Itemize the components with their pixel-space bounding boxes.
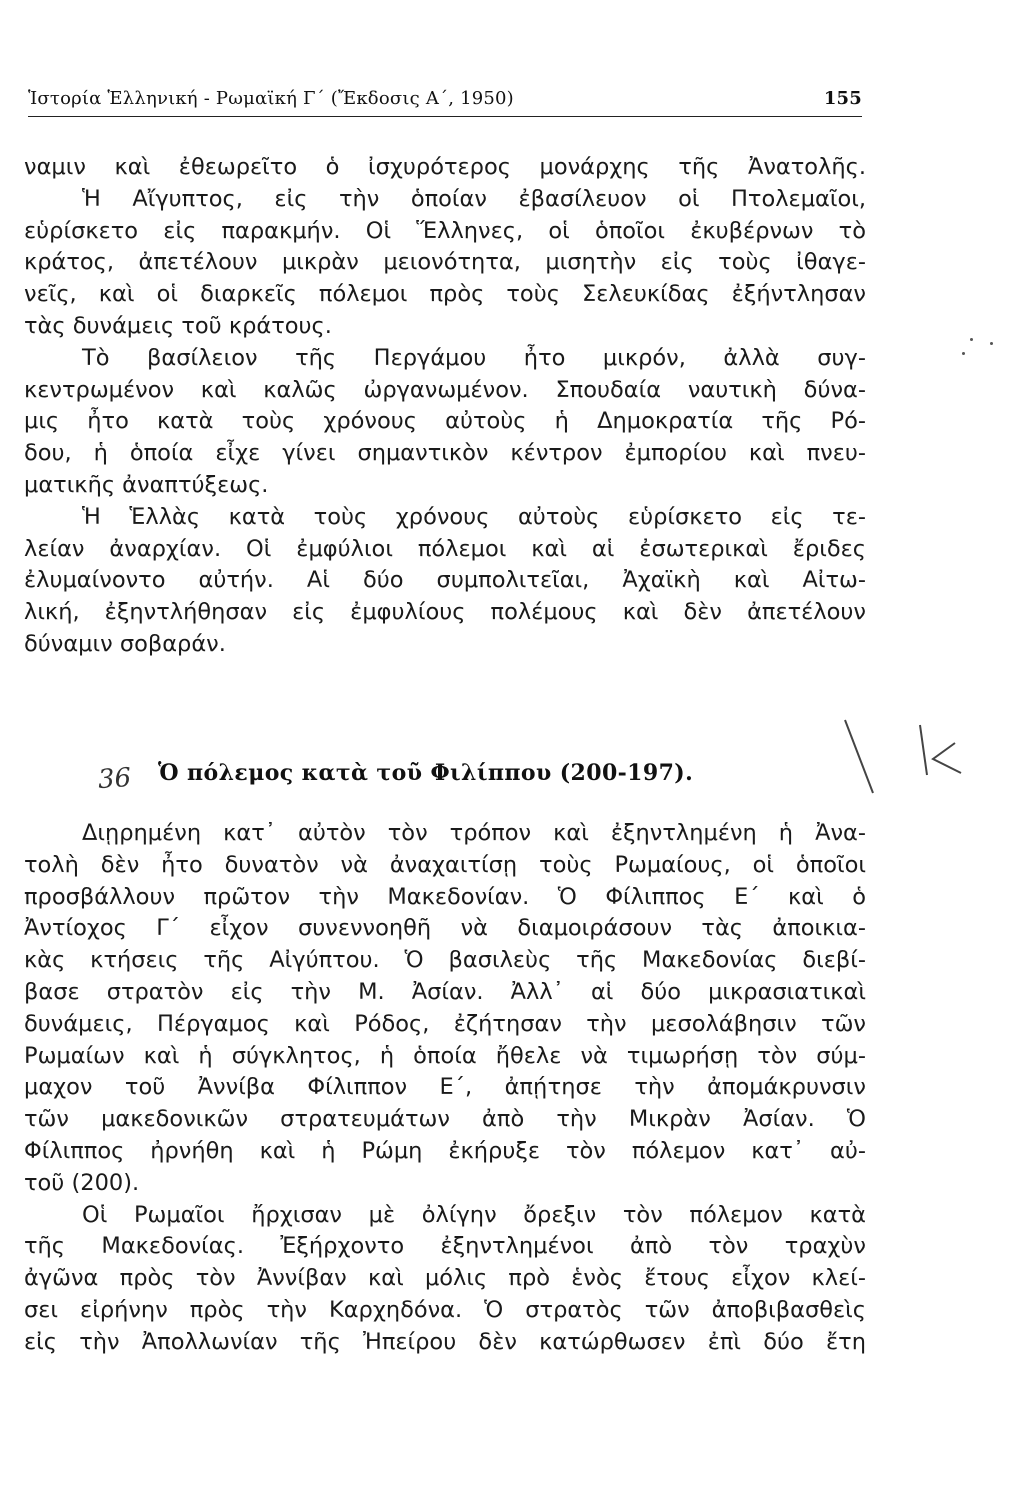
text-line: λείαν ἀναρχίαν. Οἱ ἐμφύλιοι πόλεμοι καὶ αἱ ἐσωτερικαὶ ἔριδες xyxy=(24,535,866,562)
text-line: Ἡ Αἴγυπτος, εἰς τὴν ὁποίαν ἐβασίλευον οἱ Πτολεμαῖοι, xyxy=(82,185,866,212)
text-line: νεῖς, καὶ οἱ διαρκεῖς πόλεμοι πρὸς τοὺς Σελευκίδας ἐξήντλησαν xyxy=(24,281,866,308)
section-title: Ὁ πόλεμος κατὰ τοῦ Φιλίππου (200-197). xyxy=(158,760,694,786)
text-line: δου, ἡ ὁποία εἶχε γίνει σημαντικὸν κέντρον ἐμπορίου καὶ πνευ- xyxy=(24,440,866,467)
text-line: Οἱ Ρωμαῖοι ἤρχισαν μὲ ὀλίγην ὄρεξιν τὸν πόλεμον κατὰ xyxy=(82,1201,866,1228)
page-number: 155 xyxy=(823,88,862,109)
text-line: κὰς κτήσεις τῆς Αἰγύπτου. Ὁ βασιλεὺς τῆς Μακεδονίας διεβί- xyxy=(24,947,866,974)
text-line: βασε στρατὸν εἰς τὴν Μ. Ἀσίαν. Ἀλλ᾽ αἱ δύο μικρασιατικαὶ xyxy=(24,978,866,1005)
text-line: προσβάλλουν πρῶτον τὴν Μακεδονίαν. Ὁ Φίλιππος Ε΄ καὶ ὁ xyxy=(24,883,866,910)
text-line: τοῦ (200). xyxy=(24,1169,140,1196)
text-line: τῆς Μακεδονίας. Ἐξήρχοντο ἐξηντλημένοι ἀπὸ τὸν τραχὺν xyxy=(24,1233,866,1260)
text-line: εἰς τὴν Ἀπολλωνίαν τῆς Ἠπείρου δὲν κατώρθωσεν ἐπὶ δύο ἔτη xyxy=(24,1328,866,1355)
text-line: μις ἦτο κατὰ τοὺς χρόνους αὐτοὺς ἡ Δημοκρατία τῆς Ρό- xyxy=(24,408,866,435)
section-heading xyxy=(96,760,693,786)
scan-speck xyxy=(970,338,973,341)
text-line: δυνάμεις, Πέργαμος καὶ Ρόδος, ἐζήτησαν τὴν μεσολάβησιν τῶν xyxy=(24,1010,866,1037)
text-line: κράτος, ἀπετέλουν μικρὰν μειονότητα, μισητὴν εἰς τοὺς ἰθαγε- xyxy=(24,249,866,276)
body-text-bottom xyxy=(24,818,866,1359)
text-line: τολὴ δὲν ἦτο δυνατὸν νὰ ἀναχαιτίσῃ τοὺς Ρωμαίους, οἱ ὁποῖοι xyxy=(24,851,866,878)
text-line: ἀγῶνα πρὸς τὸν Ἀννίβαν καὶ μόλις πρὸ ἑνὸς ἔτους εἶχον κλεί- xyxy=(24,1265,866,1292)
text-line: Ἡ Ἑλλὰς κατὰ τοὺς χρόνους αὐτοὺς εὑρίσκετο εἰς τε- xyxy=(82,503,866,530)
body-text-top xyxy=(24,152,866,661)
running-title: Ἱστορία Ἑλληνική - Ρωμαϊκή Γ΄ (Ἔκδοσις Α΄, 1950) xyxy=(28,88,514,109)
text-line: λική, ἐξηντλήθησαν εἰς ἐμφυλίους πολέμους καὶ δὲν ἀπετέλουν xyxy=(24,599,866,626)
text-line: Διῃρημένη κατ᾽ αὐτὸν τὸν τρόπον καὶ ἐξηντλημένη ἡ Ἀνα- xyxy=(82,820,866,846)
text-line: εὑρίσκετο εἰς παρακμήν. Οἱ Ἕλληνες, οἱ ὁποῖοι ἐκυβέρνων τὸ xyxy=(24,217,866,244)
text-line: Φίλιππος ἠρνήθη καὶ ἡ Ρώμη ἐκήρυξε τὸν πόλεμον κατ᾽ αὐ- xyxy=(24,1137,866,1164)
page-header xyxy=(28,86,862,117)
scan-speck xyxy=(962,352,965,355)
scan-speck xyxy=(990,342,993,345)
text-line: σει εἰρήνην πρὸς τὴν Καρχηδόνα. Ὁ στρατὸς τῶν ἀποβιβασθεὶς xyxy=(24,1296,866,1323)
text-line: τῶν μακεδονικῶν στρατευμάτων ἀπὸ τὴν Μικρὰν Ἀσίαν. Ὁ xyxy=(24,1106,866,1133)
text-line: μαχον τοῦ Ἀννίβα Φίλιππον Ε΄, ἀπῄτησε τὴν ἀπομάκρυνσιν xyxy=(24,1074,866,1101)
text-line: Τὸ βασίλειον τῆς Περγάμου ἦτο μικρόν, ἀλλὰ συγ- xyxy=(82,344,866,371)
text-line: Ἀντίοχος Γ΄ εἶχον συνεννοηθῆ νὰ διαμοιράσουν τὰς ἀποικια- xyxy=(24,915,866,942)
handwritten-section-number: 36 xyxy=(96,762,133,796)
pencil-annotation-mark xyxy=(835,715,965,805)
text-line: κεντρωμένον καὶ καλῶς ὠργανωμένον. Σπουδαία ναυτικὴ δύνα- xyxy=(24,376,866,403)
text-line: δύναμιν σοβαράν. xyxy=(24,630,226,657)
text-line: Ρωμαίων καὶ ἡ σύγκλητος, ἡ ὁποία ἤθελε νὰ τιμωρήσῃ τὸν σύμ- xyxy=(24,1042,866,1069)
text-line: ἐλυμαίνοντο αὐτήν. Αἱ δύο συμπολιτεῖαι, Ἀχαϊκὴ καὶ Αἰτω- xyxy=(24,567,866,594)
text-line: ναμιν καὶ ἐθεωρεῖτο ὁ ἰσχυρότερος μονάρχης τῆς Ἀνατολῆς. xyxy=(24,154,866,180)
text-line: ματικῆς ἀναπτύξεως. xyxy=(24,471,269,498)
text-line: τὰς δυνάμεις τοῦ κράτους. xyxy=(24,312,332,339)
